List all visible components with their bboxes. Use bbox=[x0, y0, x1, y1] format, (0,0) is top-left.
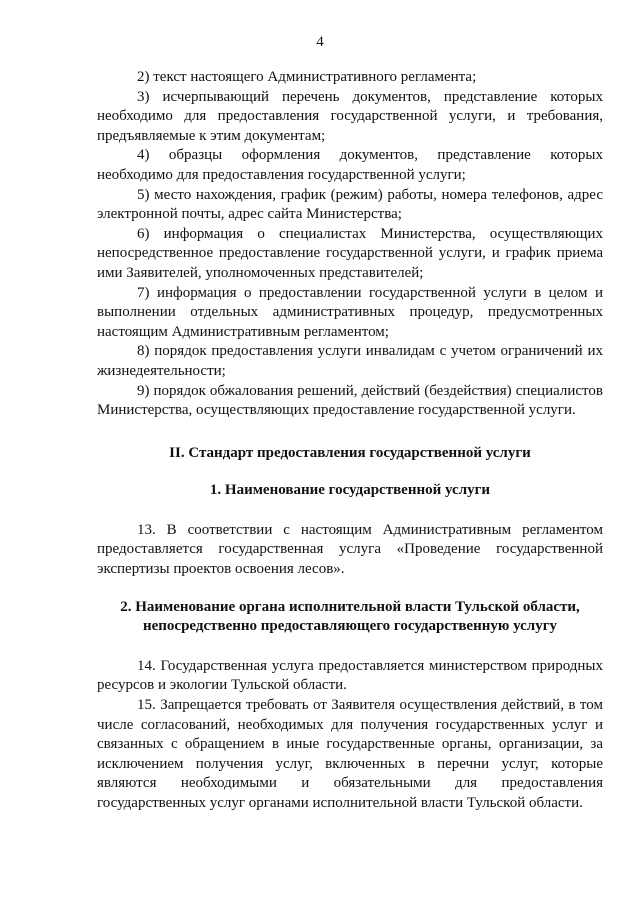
paragraph-13: 13. В соответствии с настоящим Административным регламентом предоставляется государственная услуга «Проведение государственной экспертизы проектов освоения лесов». bbox=[97, 521, 603, 578]
document-body bbox=[97, 68, 603, 814]
subsection-heading-2-line-2: непосредственно предоставляющего государственную услугу bbox=[142, 618, 558, 635]
subsection-heading-1: 1. Наименование государственной услуги bbox=[209, 482, 491, 499]
list-item: 3) исчерпывающий перечень документов, представление которых необходимо для предоставления государственной услуги, и требования, предъявляемые к этим документам; bbox=[97, 88, 603, 144]
list-item: 9) порядок обжалования решений, действий (бездействия) специалистов Министерства, осуществляющих предоставление государственной услуги. bbox=[97, 382, 603, 419]
list-item: 6) информация о специалистах Министерства, осуществляющих непосредственное предоставление государственной услуги, и график приема ими Заявителей, уполномоченных представителей; bbox=[97, 225, 603, 281]
section-heading: II. Стандарт предоставления государственной услуги bbox=[169, 444, 531, 461]
list-item: 2) текст настоящего Административного регламента; bbox=[137, 69, 477, 85]
subsection-heading-2-line-1: 2. Наименование органа исполнительной власти Тульской области, bbox=[120, 598, 580, 615]
paragraph-14: 14. Государственная услуга предоставляется министерством природных ресурсов и экологии Тульской области. bbox=[97, 657, 603, 694]
list-item: 8) порядок предоставления услуги инвалидам с учетом ограничений их жизнедеятельности; bbox=[97, 343, 603, 379]
page-number: 4 bbox=[316, 34, 324, 50]
list-item: 5) место нахождения, график (режим) работы, номера телефонов, адрес электронной почты, адрес сайта Министерства; bbox=[97, 186, 603, 223]
list-item: 4) образцы оформления документов, представление которых необходимо для предоставления государственной услуги; bbox=[97, 147, 603, 183]
list-item: 7) информация о предоставлении государственной услуги в целом и выполнении отдельных административных процедур, предусмотренных настоящим Административным регламентом; bbox=[97, 284, 603, 340]
paragraph-15: 15. Запрещается требовать от Заявителя осуществления действий, в том числе согласований, необходимых для получения государственных услуг и связанных с обращением в иные государственные органы, организации, за исключением получения услуг, включенных в перечни услуг, которые являются необходимыми и обязательными для предоставления государственных услуг органами исполнительной власти Тульской области. bbox=[97, 697, 603, 811]
